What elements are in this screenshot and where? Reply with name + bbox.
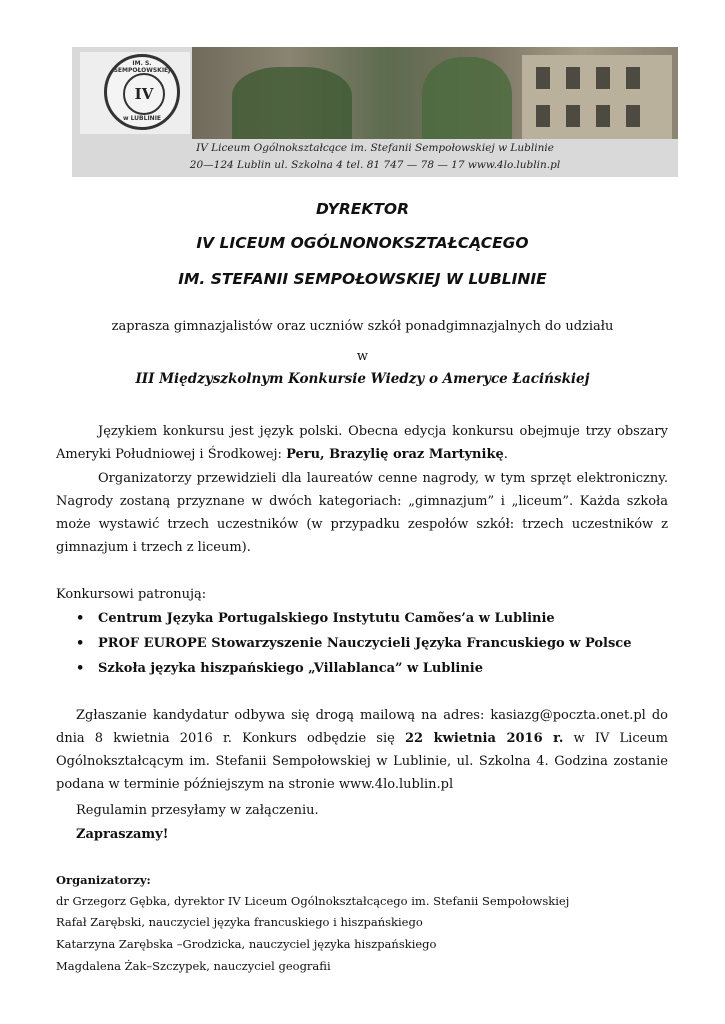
school-header-banner [72,47,678,177]
countries: Peru, Brazylię oraz Martynikę [286,447,504,462]
paragraph-prizes: Organizatorzy przewidzieli dla laureatów cenne nagrody, w tym sprzęt elektroniczny. Nagrody zostaną przyznane w dwóch kategoriach: „gimnazjum” i „liceum”. Każda szkoła może wystawić trzech uczestników (w przypadku zespołów szkół: trzech uczestników z gimnazjum i trzech z liceum). [56,471,668,555]
contest-name: III Międzyszkolnym Konkursie Wiedzy o Ameryce Łacińskiej [135,371,590,387]
header-contact: 20—124 Lublin ul. Szkolna 4 tel. 81 747 — 78 — 17 www.4lo.lublin.pl [189,159,561,171]
organizer-item: dr Grzegorz Gębka, dyrektor IV Liceum Ogólnokształcącego im. Stefanii Sempołowskiej [56,894,570,908]
organizer-item: Magdalena Żak–Szczypek, nauczyciel geografii [56,959,331,973]
title-line-3: IM. STEFANII SEMPOŁOWSKIEJ W LUBLINIE [178,270,547,288]
intro-text: zaprasza gimnazjalistów oraz uczniów szkół ponadgimnazjalnych do udziału [111,319,614,334]
regulamin-text: Regulamin przesyłamy w załączeniu. [76,803,319,818]
organizer-item: Rafał Zarębski, nauczyciel języka francuskiego i hiszpańskiego [56,915,423,929]
paragraph-registration: Zgłaszanie kandydatur odbywa się drogą mailową na adres: kasiazg@poczta.onet.pl do dnia 8 kwietnia 2016 r. Konkurs odbędzie się 22 kwietnia 2016 r. w IV Liceum Ogólnokształcącym im. Stefanii Sempołowskiej w Lublinie, ul. Szkolna 4. Godzina zostanie podana w terminie późniejszym na stronie www.4lo.lublin.pl [56,708,668,792]
organizer-item: Katarzyna Zarębska –Grodzicka, nauczyciel języka hiszpańskiego [56,937,437,951]
list-item: • Centrum Języka Portugalskiego Instytutu Camões’a w Lublinie [98,606,698,631]
header-school-name: IV Liceum Ogólnokształcące im. Stefanii Sempołowskiej w Lublinie [196,142,554,154]
logo-center: IV [123,73,165,115]
zapraszamy-text: Zapraszamy! [76,827,169,842]
list-item: • Szkoła języka hiszpańskiego „Villablanca” w Lublinie [98,656,698,681]
logo-top-text: IM. S. SEMPOŁOWSKIEJ [113,60,171,74]
logo-bottom-text: w LUBLINIE [122,115,162,122]
school-logo [80,52,190,134]
w-text: w [356,349,369,364]
school-photo [192,47,678,139]
contest-date: 22 kwietnia 2016 r. [405,731,564,746]
organizers-label: Organizatorzy: [56,873,151,887]
paragraph-language: Językiem konkursu jest język polski. Obecna edycja konkursu obejmuje trzy obszary Ameryki Południowej i Środkowej: Peru, Brazylię oraz Martynikę. [56,424,668,462]
patrons-label: Konkursowi patronują: [56,587,207,602]
list-item: • PROF EUROPE Stowarzyszenie Nauczycieli Języka Francuskiego w Polsce [98,631,698,656]
patrons-list [56,606,698,681]
logo-emblem [104,54,180,130]
title-line-1: DYREKTOR [315,200,410,218]
title-line-2: IV LICEUM OGÓLNONOKSZTAŁCĄCEGO [196,234,529,252]
